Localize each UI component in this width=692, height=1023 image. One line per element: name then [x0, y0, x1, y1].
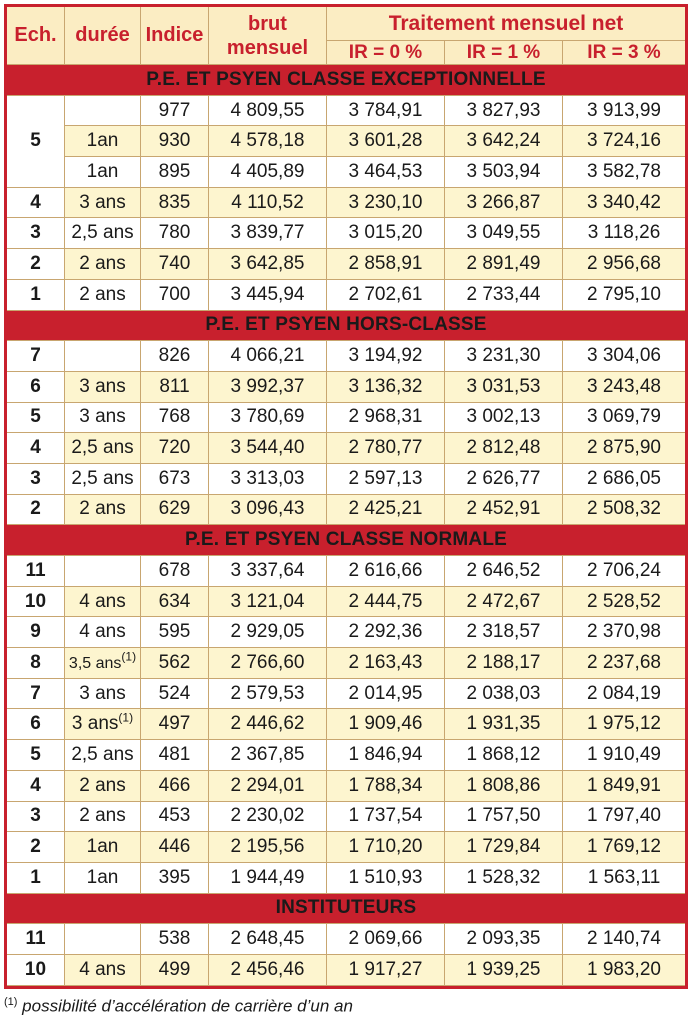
- cell-brut: 4 578,18: [209, 126, 327, 157]
- cell-ir0: 1 510,93: [327, 863, 445, 894]
- cell-ir3: 3 724,16: [563, 126, 685, 157]
- cell-ir1: 2 452,91: [445, 495, 563, 526]
- cell-indice: 481: [141, 740, 209, 771]
- cell-ir3: 2 370,98: [563, 617, 685, 648]
- cell-indice: 768: [141, 403, 209, 434]
- cell-brut: 1 944,49: [209, 863, 327, 894]
- cell-ir1: 3 503,94: [445, 157, 563, 188]
- cell-duree: 4 ans: [65, 587, 141, 618]
- section-title: P.E. ET PSYEN CLASSE NORMALE: [7, 525, 685, 556]
- cell-ech: 6: [7, 372, 65, 403]
- table-row: [7, 188, 685, 219]
- cell-ech: 7: [7, 679, 65, 710]
- footnote-marker: (1): [4, 996, 18, 1008]
- cell-brut: 3 445,94: [209, 280, 327, 311]
- cell-ech: 3: [7, 218, 65, 249]
- cell-ech: 10: [7, 587, 65, 618]
- cell-duree: 3 ans: [65, 188, 141, 219]
- cell-duree: 1an: [65, 832, 141, 863]
- table-row: [7, 802, 685, 833]
- cell-duree: 3 ans: [65, 403, 141, 434]
- cell-indice: 497: [141, 709, 209, 740]
- cell-ech: 3: [7, 802, 65, 833]
- cell-ir3: 1 769,12: [563, 832, 685, 863]
- cell-brut: 2 294,01: [209, 771, 327, 802]
- cell-ir0: 3 015,20: [327, 218, 445, 249]
- cell-indice: 826: [141, 341, 209, 372]
- cell-ir3: 3 118,26: [563, 218, 685, 249]
- cell-indice: 466: [141, 771, 209, 802]
- cell-indice: 930: [141, 126, 209, 157]
- cell-brut: 4 405,89: [209, 157, 327, 188]
- cell-ir1: 3 266,87: [445, 188, 563, 219]
- table-row: [7, 617, 685, 648]
- cell-ir0: 2 069,66: [327, 924, 445, 955]
- cell-ir3: 1 849,91: [563, 771, 685, 802]
- cell-indice: 835: [141, 188, 209, 219]
- cell-ir1: 1 808,86: [445, 771, 563, 802]
- cell-indice: 499: [141, 955, 209, 986]
- cell-ir0: 3 784,91: [327, 96, 445, 127]
- cell-brut: 2 766,60: [209, 648, 327, 679]
- cell-duree: [65, 556, 141, 587]
- cell-ir1: 1 729,84: [445, 832, 563, 863]
- cell-ir3: 1 910,49: [563, 740, 685, 771]
- cell-ir1: 3 049,55: [445, 218, 563, 249]
- cell-brut: 3 313,03: [209, 464, 327, 495]
- cell-brut: 3 780,69: [209, 403, 327, 434]
- cell-ir3: 2 508,32: [563, 495, 685, 526]
- cell-ir3: 2 084,19: [563, 679, 685, 710]
- cell-ech: 4: [7, 188, 65, 219]
- cell-ir3: 1 563,11: [563, 863, 685, 894]
- cell-ir0: 2 444,75: [327, 587, 445, 618]
- cell-indice: 977: [141, 96, 209, 127]
- cell-brut: 2 579,53: [209, 679, 327, 710]
- cell-duree: [65, 648, 141, 679]
- cell-ech: 7: [7, 341, 65, 372]
- cell-ir1: 3 002,13: [445, 403, 563, 434]
- cell-ir0: 2 425,21: [327, 495, 445, 526]
- table-row: [7, 341, 685, 372]
- cell-duree: [65, 96, 141, 127]
- cell-ech: 8: [7, 648, 65, 679]
- table-row: [7, 648, 685, 679]
- table-row: [7, 924, 685, 955]
- cell-ir3: 1 797,40: [563, 802, 685, 833]
- cell-ir3: 2 686,05: [563, 464, 685, 495]
- footnote-text: possibilité d’accélération de carrière d’un an: [17, 996, 353, 1016]
- cell-ech: 9: [7, 617, 65, 648]
- cell-ir0: 1 917,27: [327, 955, 445, 986]
- section-title: P.E. ET PSYEN HORS-CLASSE: [7, 311, 685, 342]
- table-row: [7, 832, 685, 863]
- cell-ir0: 2 616,66: [327, 556, 445, 587]
- cell-ech: 3: [7, 464, 65, 495]
- cell-brut: 4 809,55: [209, 96, 327, 127]
- cell-ech: 10: [7, 955, 65, 986]
- table-row: [7, 955, 685, 986]
- cell-ech: 11: [7, 556, 65, 587]
- table-row: [7, 709, 685, 740]
- cell-brut: 3 121,04: [209, 587, 327, 618]
- cell-duree: 4 ans: [65, 955, 141, 986]
- cell-ech: 1: [7, 280, 65, 311]
- cell-duree: 2 ans: [65, 771, 141, 802]
- cell-ir1: 1 939,25: [445, 955, 563, 986]
- cell-ir1: 3 827,93: [445, 96, 563, 127]
- cell-brut: 3 337,64: [209, 556, 327, 587]
- cell-ir1: 2 626,77: [445, 464, 563, 495]
- table-row: [7, 863, 685, 894]
- cell-brut: 2 456,46: [209, 955, 327, 986]
- cell-duree: [65, 341, 141, 372]
- cell-ir1: 1 528,32: [445, 863, 563, 894]
- cell-ir1: 2 733,44: [445, 280, 563, 311]
- cell-duree: [65, 709, 141, 740]
- cell-ir3: 1 983,20: [563, 955, 685, 986]
- table-row: [7, 372, 685, 403]
- cell-ech: 1: [7, 863, 65, 894]
- cell-duree: 2,5 ans: [65, 433, 141, 464]
- cell-ir3: 2 140,74: [563, 924, 685, 955]
- cell-ir3: 3 304,06: [563, 341, 685, 372]
- cell-ir1: 2 188,17: [445, 648, 563, 679]
- cell-duree: 1an: [65, 157, 141, 188]
- cell-duree: 2,5 ans: [65, 218, 141, 249]
- table-row: [7, 587, 685, 618]
- cell-indice: 673: [141, 464, 209, 495]
- cell-ir1: 1 868,12: [445, 740, 563, 771]
- cell-ir1: 2 318,57: [445, 617, 563, 648]
- cell-ech: 4: [7, 771, 65, 802]
- cell-ir0: 2 968,31: [327, 403, 445, 434]
- cell-indice: 700: [141, 280, 209, 311]
- cell-ech: 6: [7, 709, 65, 740]
- cell-indice: 395: [141, 863, 209, 894]
- cell-ir3: 3 582,78: [563, 157, 685, 188]
- cell-ir0: 2 014,95: [327, 679, 445, 710]
- table-row: [7, 433, 685, 464]
- cell-indice: 780: [141, 218, 209, 249]
- cell-ir1: 3 642,24: [445, 126, 563, 157]
- cell-ir1: 2 093,35: [445, 924, 563, 955]
- header-ir0: IR = 0 %: [327, 41, 445, 65]
- cell-ir3: 3 069,79: [563, 403, 685, 434]
- cell-brut: 4 066,21: [209, 341, 327, 372]
- section-title: INSTITUTEURS: [7, 894, 685, 925]
- cell-ech: 2: [7, 495, 65, 526]
- cell-ir0: 2 597,13: [327, 464, 445, 495]
- cell-indice: 562: [141, 648, 209, 679]
- cell-duree-text: 3 ans: [71, 713, 119, 735]
- cell-brut: 3 096,43: [209, 495, 327, 526]
- cell-ir1: 3 031,53: [445, 372, 563, 403]
- cell-ir3: 2 875,90: [563, 433, 685, 464]
- cell-ech: 5: [7, 740, 65, 771]
- cell-brut: 4 110,52: [209, 188, 327, 219]
- cell-indice: 678: [141, 556, 209, 587]
- cell-duree-text: 3,5 ans: [68, 654, 122, 672]
- cell-ir3: 3 340,42: [563, 188, 685, 219]
- cell-duree: 3 ans: [65, 372, 141, 403]
- table-row: [7, 495, 685, 526]
- cell-indice: 720: [141, 433, 209, 464]
- footnote-ref: (1): [121, 649, 137, 664]
- table-row: [7, 96, 685, 127]
- cell-ir3: 2 706,24: [563, 556, 685, 587]
- cell-ir1: 2 646,52: [445, 556, 563, 587]
- cell-duree: 2,5 ans: [65, 464, 141, 495]
- cell-ir0: 2 858,91: [327, 249, 445, 280]
- header-brut: brut mensuel: [209, 7, 327, 65]
- cell-ir0: 1 788,34: [327, 771, 445, 802]
- cell-brut: 3 992,37: [209, 372, 327, 403]
- table-row: [7, 218, 685, 249]
- cell-brut: 2 230,02: [209, 802, 327, 833]
- table-row: [7, 403, 685, 434]
- cell-duree: 2,5 ans: [65, 740, 141, 771]
- cell-ir0: 3 136,32: [327, 372, 445, 403]
- cell-brut: 2 367,85: [209, 740, 327, 771]
- cell-ir1: 1 757,50: [445, 802, 563, 833]
- cell-duree: 1an: [65, 863, 141, 894]
- table-row: [7, 249, 685, 280]
- header-ir3: IR = 3 %: [563, 41, 685, 65]
- cell-indice: 524: [141, 679, 209, 710]
- cell-duree: 1an: [65, 126, 141, 157]
- footnote-ref: (1): [118, 710, 134, 725]
- cell-ir0: 3 601,28: [327, 126, 445, 157]
- cell-indice: 895: [141, 157, 209, 188]
- cell-indice: 538: [141, 924, 209, 955]
- cell-ir0: 2 163,43: [327, 648, 445, 679]
- cell-ir0: 3 230,10: [327, 188, 445, 219]
- table-row: [7, 556, 685, 587]
- cell-duree: 2 ans: [65, 249, 141, 280]
- table-row: [7, 771, 685, 802]
- header-indice: Indice: [141, 7, 209, 65]
- cell-ech: 11: [7, 924, 65, 955]
- table-row: [7, 126, 685, 157]
- cell-indice: 629: [141, 495, 209, 526]
- cell-ir1: 2 472,67: [445, 587, 563, 618]
- cell-indice: 740: [141, 249, 209, 280]
- cell-duree: 4 ans: [65, 617, 141, 648]
- cell-ech: 2: [7, 249, 65, 280]
- cell-duree: 3 ans: [65, 679, 141, 710]
- cell-ir1: 2 891,49: [445, 249, 563, 280]
- cell-ir0: 3 194,92: [327, 341, 445, 372]
- cell-ir0: 1 909,46: [327, 709, 445, 740]
- cell-ir3: 2 528,52: [563, 587, 685, 618]
- cell-duree: [65, 924, 141, 955]
- table-row: [7, 740, 685, 771]
- cell-indice: 634: [141, 587, 209, 618]
- cell-duree: 2 ans: [65, 280, 141, 311]
- cell-brut: 2 929,05: [209, 617, 327, 648]
- header-ech: Ech.: [7, 7, 65, 65]
- cell-ir3: 2 956,68: [563, 249, 685, 280]
- cell-ir0: 1 737,54: [327, 802, 445, 833]
- table-body: [7, 65, 685, 986]
- cell-ir1: 2 812,48: [445, 433, 563, 464]
- header-traitement: Traitement mensuel net: [327, 7, 685, 41]
- section-title: P.E. ET PSYEN CLASSE EXCEPTIONNELLE: [7, 65, 685, 96]
- header-ir1: IR = 1 %: [445, 41, 563, 65]
- cell-ir1: 3 231,30: [445, 341, 563, 372]
- cell-brut: 2 195,56: [209, 832, 327, 863]
- cell-duree: 2 ans: [65, 495, 141, 526]
- header-duree: durée: [65, 7, 141, 65]
- cell-ir1: 1 931,35: [445, 709, 563, 740]
- cell-ech: 2: [7, 832, 65, 863]
- cell-ir0: 2 292,36: [327, 617, 445, 648]
- cell-ir3: 3 243,48: [563, 372, 685, 403]
- table-row: [7, 464, 685, 495]
- cell-duree: 2 ans: [65, 802, 141, 833]
- cell-ir1: 2 038,03: [445, 679, 563, 710]
- cell-indice: 453: [141, 802, 209, 833]
- cell-indice: 811: [141, 372, 209, 403]
- salary-grid-table: [7, 7, 685, 986]
- table-header: [7, 7, 685, 65]
- table-row: [7, 280, 685, 311]
- cell-brut: 3 839,77: [209, 218, 327, 249]
- cell-indice: 595: [141, 617, 209, 648]
- cell-ir0: 2 702,61: [327, 280, 445, 311]
- cell-brut: 2 648,45: [209, 924, 327, 955]
- cell-ir3: 2 237,68: [563, 648, 685, 679]
- cell-ir0: 1 710,20: [327, 832, 445, 863]
- cell-ech: 5: [7, 403, 65, 434]
- cell-ir0: 2 780,77: [327, 433, 445, 464]
- table-row: [7, 157, 685, 188]
- cell-ech: 4: [7, 433, 65, 464]
- cell-brut: 2 446,62: [209, 709, 327, 740]
- cell-ir3: 2 795,10: [563, 280, 685, 311]
- cell-ir3: 1 975,12: [563, 709, 685, 740]
- cell-brut: 3 544,40: [209, 433, 327, 464]
- cell-ir0: 3 464,53: [327, 157, 445, 188]
- footnote: [4, 996, 353, 1017]
- salary-grid-frame: [4, 4, 688, 989]
- cell-ech: 5: [7, 96, 65, 188]
- cell-brut: 3 642,85: [209, 249, 327, 280]
- cell-ir3: 3 913,99: [563, 96, 685, 127]
- cell-ir0: 1 846,94: [327, 740, 445, 771]
- cell-indice: 446: [141, 832, 209, 863]
- table-row: [7, 679, 685, 710]
